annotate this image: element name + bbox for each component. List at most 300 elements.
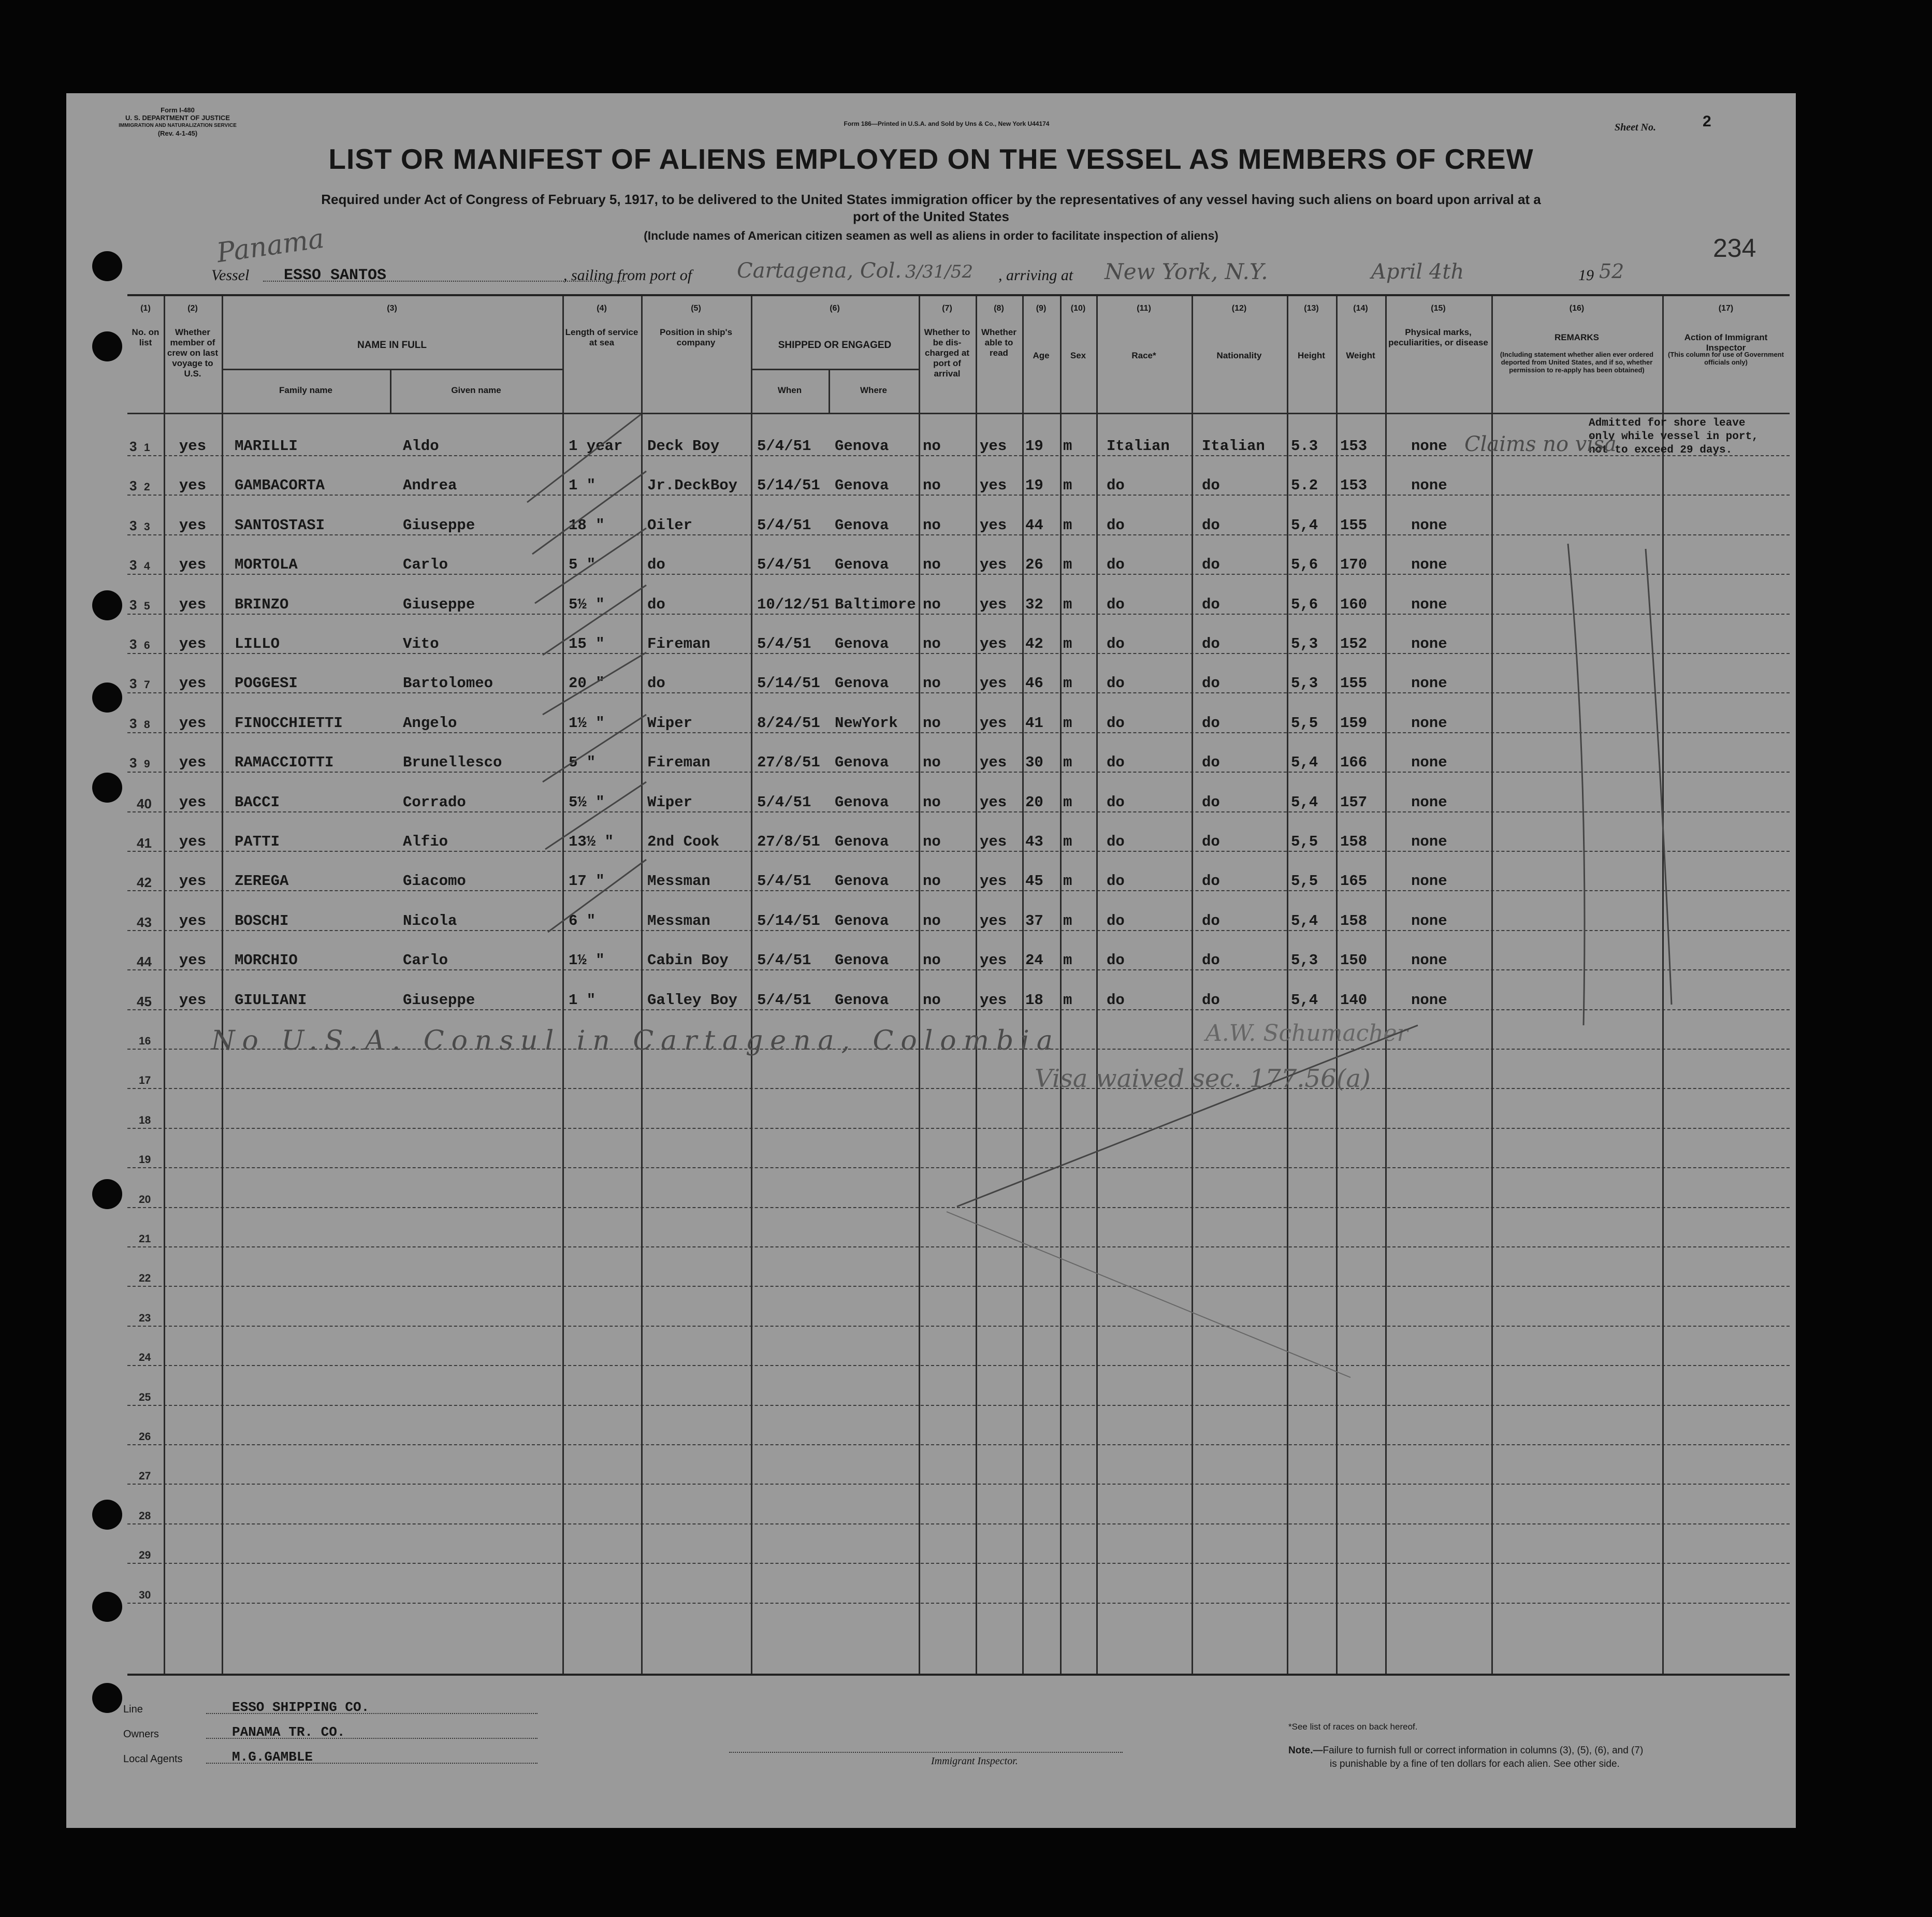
sheet-number: 2: [1703, 113, 1711, 130]
given-name: Bartolomeo: [403, 675, 493, 692]
column-sublabel-c17: (This column for use of Government officials only): [1668, 351, 1784, 366]
age: 19: [1025, 438, 1043, 455]
discharge: no: [923, 675, 941, 692]
row-number: 45: [137, 993, 152, 1009]
age: 24: [1025, 952, 1043, 969]
column-number-c1: (1): [140, 304, 151, 313]
family-name: ZEREGA: [235, 873, 289, 890]
race: do: [1107, 793, 1125, 811]
able-to-read: yes: [980, 873, 1007, 890]
shipped-when: 5/4/51: [757, 516, 811, 534]
row-prefix: 3: [129, 597, 137, 613]
discharge: no: [923, 635, 941, 652]
column-label-where: Where: [860, 385, 887, 395]
age: 30: [1025, 754, 1043, 772]
weight: 160: [1340, 596, 1368, 613]
able-to-read: yes: [980, 793, 1007, 811]
shipped-where: Genova: [835, 754, 889, 772]
row-number: 4: [144, 560, 150, 573]
age: 45: [1025, 873, 1043, 890]
physical-marks: none: [1411, 477, 1447, 495]
subtitle-2: port of the United States: [853, 209, 1009, 224]
row-number: 7: [144, 679, 150, 691]
column-label-c12: Nationality: [1216, 351, 1262, 360]
weight: 153: [1340, 477, 1368, 495]
position: Jr.DeckBoy: [647, 477, 738, 495]
position: do: [647, 596, 665, 613]
column-label-when: When: [777, 385, 802, 395]
race: do: [1107, 714, 1125, 732]
race: do: [1107, 516, 1125, 534]
given-name: Giuseppe: [403, 596, 475, 613]
service-length: 5 ": [569, 556, 596, 574]
year-prefix: 19: [1578, 267, 1594, 284]
column-number-c13: (13): [1304, 304, 1319, 313]
family-name: LILLO: [235, 635, 280, 652]
crew-status: yes: [179, 991, 207, 1009]
port-from: Cartagena, Col.: [737, 259, 902, 283]
service-length: 1 ": [569, 477, 596, 495]
shipped-where: Genova: [835, 833, 889, 850]
row-number: 5: [144, 600, 150, 612]
physical-marks: none: [1411, 556, 1447, 574]
discharge: no: [923, 793, 941, 811]
crew-status: yes: [179, 793, 207, 811]
able-to-read: yes: [980, 516, 1007, 534]
service-length: 5½ ": [569, 793, 605, 811]
nationality: do: [1202, 754, 1220, 772]
row-number: 17: [139, 1074, 151, 1087]
race: do: [1107, 635, 1125, 652]
height: 5,4: [1291, 793, 1318, 811]
discharge: no: [923, 516, 941, 534]
row-number: 44: [137, 954, 152, 970]
row-number: 29: [139, 1549, 151, 1562]
agency-line2: IMMIGRATION AND NATURALIZATION SERVICE: [119, 123, 237, 128]
height: 5.3: [1291, 438, 1318, 455]
discharge: no: [923, 952, 941, 969]
crew-status: yes: [179, 438, 207, 455]
position: 2nd Cook: [647, 833, 720, 850]
row-number: 28: [139, 1509, 151, 1522]
family-name: BRINZO: [235, 596, 289, 613]
shipped-where: Genova: [835, 793, 889, 811]
form-number: Form I-480: [161, 106, 195, 114]
physical-marks: none: [1411, 438, 1447, 455]
able-to-read: yes: [980, 714, 1007, 732]
service-length: 15 ": [569, 635, 605, 652]
nationality: do: [1202, 952, 1220, 969]
given-name: Brunellesco: [403, 754, 502, 772]
subtitle-1: Required under Act of Congress of February 5, 1917, to be delivered to the United States immigration officer by the representatives of any vessel having such aliens on board upon arrival at a: [321, 192, 1541, 207]
given-name: Aldo: [403, 438, 439, 455]
weight: 165: [1340, 873, 1368, 890]
shipped-when: 5/14/51: [757, 477, 820, 495]
sex: m: [1063, 556, 1072, 574]
row-number: 42: [137, 875, 152, 891]
crew-status: yes: [179, 952, 207, 969]
column-label-c8: Whether able to read: [981, 327, 1016, 358]
note-text-2: is punishable by a fine of ten dollars for each alien. See other side.: [1330, 1759, 1620, 1769]
nationality: do: [1202, 714, 1220, 732]
family-name: SANTOSTASI: [235, 516, 325, 534]
position: Wiper: [647, 714, 693, 732]
shipped-where: Genova: [835, 477, 889, 495]
position: Deck Boy: [647, 438, 720, 455]
row-number: 41: [137, 835, 152, 851]
shipped-when: 5/4/51: [757, 991, 811, 1009]
row-number: 9: [144, 758, 150, 771]
column-label-name: NAME IN FULL: [357, 340, 427, 351]
discharge: no: [923, 873, 941, 890]
column-label-c15: Physical marks, peculiarities, or disease: [1388, 327, 1488, 347]
fine-note: [1288, 1745, 1643, 1756]
race: do: [1107, 873, 1125, 890]
column-label-c14: Weight: [1346, 351, 1375, 360]
column-number-c12: (12): [1231, 304, 1247, 313]
weight: 150: [1340, 952, 1368, 969]
crew-status: yes: [179, 714, 207, 732]
physical-marks: none: [1411, 991, 1447, 1009]
weight: 155: [1340, 516, 1368, 534]
shipped-when: 5/4/51: [757, 873, 811, 890]
able-to-read: yes: [980, 833, 1007, 850]
given-name: Carlo: [403, 952, 448, 969]
nationality: do: [1202, 793, 1220, 811]
family-name: GIULIANI: [235, 991, 307, 1009]
row-number: 26: [139, 1431, 151, 1443]
row-prefix: 3: [129, 636, 137, 652]
printer-note: Form 186—Printed in U.S.A. and Sold by Uns & Co., New York U44174: [844, 120, 1050, 127]
physical-marks: none: [1411, 873, 1447, 890]
nationality: do: [1202, 833, 1220, 850]
shipped-where: Genova: [835, 438, 889, 455]
shipped-when: 5/4/51: [757, 952, 811, 969]
race: do: [1107, 754, 1125, 772]
given-name: Carlo: [403, 556, 448, 574]
position: Wiper: [647, 793, 693, 811]
nationality: do: [1202, 516, 1220, 534]
column-label-c4: Length of service at sea: [565, 327, 638, 347]
sex: m: [1063, 596, 1072, 613]
note-text-1: Failure to furnish full or correct information in columns (3), (5), (6), and (7): [1323, 1745, 1644, 1756]
nationality: do: [1202, 991, 1220, 1009]
column-number-c4: (4): [597, 304, 607, 313]
age: 41: [1025, 714, 1043, 732]
given-name: Giuseppe: [403, 991, 475, 1009]
column-sublabel-c16: (Including statement whether alien ever ordered deported from United States, and if so, whether permission to re-apply has been obtained): [1500, 351, 1654, 374]
row-number: 27: [139, 1470, 151, 1483]
family-name: FINOCCHIETTI: [235, 714, 343, 732]
nationality: do: [1202, 477, 1220, 495]
height: 5,4: [1291, 516, 1318, 534]
sail-date: 3/31/52: [905, 262, 974, 282]
family-name: PATTI: [235, 833, 280, 850]
shipped-when: 27/8/51: [757, 833, 820, 850]
inspector-underline: [729, 1752, 1123, 1753]
able-to-read: yes: [980, 912, 1007, 930]
race: do: [1107, 596, 1125, 613]
sex: m: [1063, 873, 1072, 890]
position: Galley Boy: [647, 991, 738, 1009]
shipped-where: Genova: [835, 675, 889, 692]
arrival-date: April 4th: [1371, 260, 1464, 284]
row-number: 8: [144, 718, 150, 731]
age: 19: [1025, 477, 1043, 495]
column-label-c9: Age: [1033, 351, 1050, 360]
sex: m: [1063, 793, 1072, 811]
race: do: [1107, 991, 1125, 1009]
column-label-family: Family name: [279, 385, 332, 395]
height: 5,3: [1291, 635, 1318, 652]
race: do: [1107, 477, 1125, 495]
height: 5,5: [1291, 833, 1318, 850]
page-title: LIST OR MANIFEST OF ALIENS EMPLOYED ON THE VESSEL AS MEMBERS OF CREW: [328, 143, 1534, 175]
position: Fireman: [647, 754, 710, 772]
able-to-read: yes: [980, 438, 1007, 455]
nationality: do: [1202, 556, 1220, 574]
given-name: Andrea: [403, 477, 457, 495]
column-label-c17: Action of Immigrant Inspector: [1684, 332, 1768, 353]
row-number: 43: [137, 914, 152, 930]
row-number: 2: [144, 481, 150, 493]
form-revision: (Rev. 4-1-45): [157, 129, 198, 137]
family-name: BACCI: [235, 793, 280, 811]
shipped-where: Baltimore: [835, 596, 916, 613]
shipped-where: Genova: [835, 635, 889, 652]
sex: m: [1063, 754, 1072, 772]
column-label-given: Given name: [451, 385, 501, 395]
subtitle-3: (Include names of American citizen seamen as well as aliens in order to facilitate inspection of aliens): [644, 229, 1218, 242]
service-length: 1 ": [569, 991, 596, 1009]
race: do: [1107, 912, 1125, 930]
discharge: no: [923, 991, 941, 1009]
shipped-where: NewYork: [835, 714, 898, 732]
port-to: New York, N.Y.: [1105, 259, 1268, 284]
column-number-c3: (3): [387, 304, 397, 313]
position: Messman: [647, 912, 710, 930]
inspector-label: Immigrant Inspector.: [931, 1755, 1018, 1767]
race: do: [1107, 952, 1125, 969]
physical-marks: none: [1411, 793, 1447, 811]
weight: 140: [1340, 991, 1368, 1009]
discharge: no: [923, 833, 941, 850]
row-number: 30: [139, 1589, 151, 1601]
able-to-read: yes: [980, 952, 1007, 969]
family-name: MORCHIO: [235, 952, 298, 969]
weight: 170: [1340, 556, 1368, 574]
shipped-when: 5/4/51: [757, 438, 811, 455]
height: 5,4: [1291, 754, 1318, 772]
discharge: no: [923, 912, 941, 930]
sex: m: [1063, 635, 1072, 652]
sex: m: [1063, 714, 1072, 732]
weight: 158: [1340, 912, 1368, 930]
shipped-when: 10/12/51: [757, 596, 830, 613]
shipped-where: Genova: [835, 912, 889, 930]
physical-marks: none: [1411, 952, 1447, 969]
service-length: 1½ ": [569, 714, 605, 732]
crew-status: yes: [179, 596, 207, 613]
column-label-c13: Height: [1298, 351, 1325, 360]
race: do: [1107, 556, 1125, 574]
physical-marks: none: [1411, 516, 1447, 534]
height: 5,4: [1291, 991, 1318, 1009]
height: 5.2: [1291, 477, 1318, 495]
column-label-c11: Race*: [1131, 351, 1156, 360]
crew-status: yes: [179, 556, 207, 574]
crew-status: yes: [179, 912, 207, 930]
nationality: Italian: [1202, 438, 1265, 455]
position: do: [647, 556, 665, 574]
service-length: 5½ ": [569, 596, 605, 613]
nationality: do: [1202, 635, 1220, 652]
sex: m: [1063, 952, 1072, 969]
height: 5,6: [1291, 596, 1318, 613]
sex: m: [1063, 991, 1072, 1009]
height: 5,5: [1291, 873, 1318, 890]
handwritten-remark: Claims no visa: [1464, 432, 1617, 456]
age: 44: [1025, 516, 1043, 534]
row-prefix: 3: [129, 557, 137, 573]
pencil-marks: [66, 93, 1796, 1828]
column-number-c10: (10): [1070, 304, 1086, 313]
sheet-label: Sheet No.: [1615, 122, 1656, 133]
column-number-c11: (11): [1137, 304, 1151, 313]
shipped-where: Genova: [835, 516, 889, 534]
row-number: 22: [139, 1272, 151, 1285]
column-number-c8: (8): [994, 304, 1004, 313]
page-stamp-number: 234: [1713, 234, 1756, 263]
column-label-c10: Sex: [1070, 351, 1086, 360]
line-label: Line: [123, 1704, 143, 1715]
service-length: 20 ": [569, 675, 605, 692]
able-to-read: yes: [980, 675, 1007, 692]
agents-label: Local Agents: [123, 1753, 183, 1765]
vessel-name: ESSO SANTOS: [284, 267, 387, 284]
row-number: 23: [139, 1312, 151, 1324]
shipped-where: Genova: [835, 991, 889, 1009]
weight: 158: [1340, 833, 1368, 850]
physical-marks: none: [1411, 714, 1447, 732]
weight: 152: [1340, 635, 1368, 652]
row-number: 1: [144, 442, 150, 454]
row-number: 40: [137, 795, 152, 811]
discharge: no: [923, 754, 941, 772]
race: do: [1107, 833, 1125, 850]
column-number-c7: (7): [942, 304, 952, 313]
column-number-c15: (15): [1431, 304, 1446, 313]
able-to-read: yes: [980, 596, 1007, 613]
age: 43: [1025, 833, 1043, 850]
service-length: 5 ": [569, 754, 596, 772]
shipped-when: 27/8/51: [757, 754, 820, 772]
service-length: 13½ ": [569, 833, 614, 850]
flag-handwritten: Panama: [214, 223, 326, 269]
sailing-label: , sailing from port of: [563, 267, 692, 284]
nationality: do: [1202, 596, 1220, 613]
discharge: no: [923, 556, 941, 574]
column-number-c2: (2): [187, 304, 198, 313]
column-label-c16: REMARKS: [1555, 332, 1599, 342]
service-length: 17 ": [569, 873, 605, 890]
typed-remark: Admitted for shore leave only while vessel in port, not to exceed 29 days.: [1589, 417, 1759, 456]
position: Oiler: [647, 516, 693, 534]
shipped-where: Genova: [835, 952, 889, 969]
row-number: 16: [139, 1035, 151, 1047]
crew-status: yes: [179, 833, 207, 850]
given-name: Alfio: [403, 833, 448, 850]
nationality: do: [1202, 675, 1220, 692]
vessel-label: Vessel: [211, 267, 250, 284]
height: 5,3: [1291, 952, 1318, 969]
able-to-read: yes: [980, 754, 1007, 772]
row-prefix: 3: [129, 478, 137, 494]
shipped-where: Genova: [835, 873, 889, 890]
column-number-c5: (5): [691, 304, 701, 313]
age: 26: [1025, 556, 1043, 574]
arrival-year: 52: [1599, 260, 1624, 283]
given-name: Nicola: [403, 912, 457, 930]
given-name: Vito: [403, 635, 439, 652]
agency-line1: U. S. DEPARTMENT OF JUSTICE: [125, 114, 230, 122]
column-label-c5: Position in ship's company: [659, 327, 733, 347]
shipped-when: 5/4/51: [757, 556, 811, 574]
position: Messman: [647, 873, 710, 890]
row-number: 25: [139, 1391, 151, 1403]
row-prefix: 3: [129, 715, 137, 731]
visa-note: Visa waived sec. 177.56(a): [1035, 1064, 1371, 1093]
row-number: 18: [139, 1114, 151, 1126]
height: 5,5: [1291, 714, 1318, 732]
discharge: no: [923, 714, 941, 732]
sex: m: [1063, 477, 1072, 495]
row-number: 6: [144, 640, 150, 651]
shipped-when: 5/4/51: [757, 793, 811, 811]
crew-status: yes: [179, 873, 207, 890]
shipped-when: 5/14/51: [757, 675, 820, 692]
able-to-read: yes: [980, 556, 1007, 574]
discharge: no: [923, 596, 941, 613]
race: Italian: [1107, 438, 1170, 455]
row-number: 20: [139, 1193, 151, 1206]
service-length: 18 ": [569, 516, 605, 534]
family-name: GAMBACORTA: [235, 477, 325, 495]
shipped-when: 8/24/51: [757, 714, 820, 732]
position: Cabin Boy: [647, 952, 729, 969]
sex: m: [1063, 675, 1072, 692]
physical-marks: none: [1411, 754, 1447, 772]
inspector-signature: A.W. Schumacher: [1205, 1020, 1408, 1047]
service-length: 1 year: [569, 438, 623, 455]
owners-value: PANAMA TR. CO.: [232, 1724, 345, 1740]
given-name: Giuseppe: [403, 516, 475, 534]
given-name: Angelo: [403, 714, 457, 732]
able-to-read: yes: [980, 477, 1007, 495]
given-name: Giacomo: [403, 873, 466, 890]
position: Fireman: [647, 635, 710, 652]
crew-status: yes: [179, 675, 207, 692]
nationality: do: [1202, 873, 1220, 890]
age: 46: [1025, 675, 1043, 692]
column-number-c17: (17): [1718, 304, 1734, 313]
column-label-shipped: SHIPPED OR ENGAGED: [778, 340, 892, 351]
column-number-c9: (9): [1036, 304, 1047, 313]
crew-status: yes: [179, 635, 207, 652]
line-value: ESSO SHIPPING CO.: [232, 1700, 370, 1715]
age: 42: [1025, 635, 1043, 652]
row-prefix: 3: [129, 676, 137, 692]
